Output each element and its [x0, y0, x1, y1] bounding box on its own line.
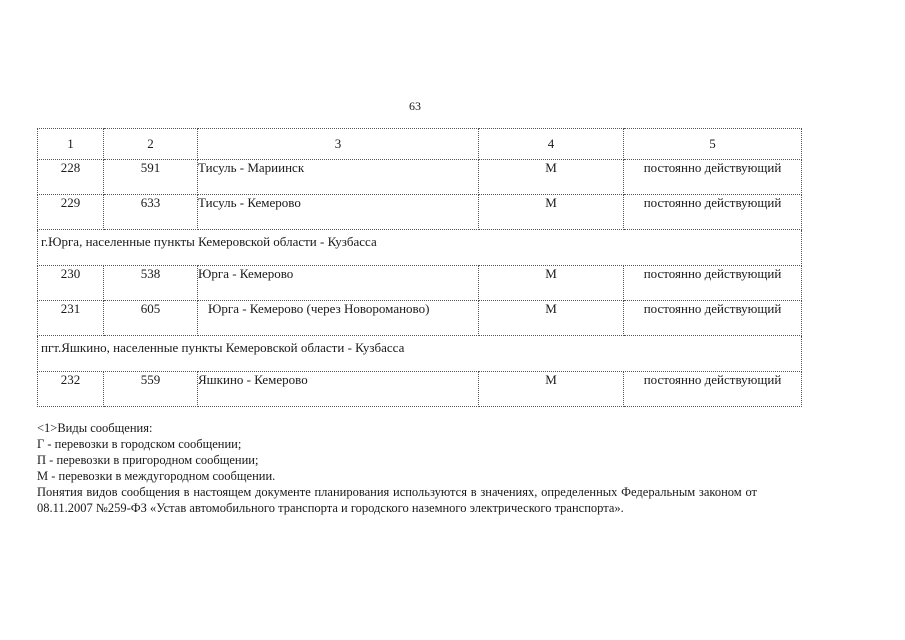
header-col-2: 2 [104, 129, 198, 160]
table-row [38, 266, 802, 301]
service-type-cell: М [479, 160, 624, 195]
footnote-paragraph: Понятия видов сообщения в настоящем документе планирования используются в значениях, определенных Федеральным законом от 08.11.2007 №259-ФЗ «Устав автомобильного транспорта и городского наземного электрического транспорта». [37, 485, 757, 515]
table-header-row [38, 129, 802, 160]
route-number-cell: 230 [38, 266, 104, 301]
service-type-cell: М [479, 266, 624, 301]
route-status-cell: постоянно действующий [624, 266, 802, 301]
section-title: пгт.Яшкино, населенные пункты Кемеровской области - Кузбасса [38, 336, 802, 372]
section-row [38, 230, 802, 266]
table-row [38, 372, 802, 407]
footnotes [37, 420, 757, 516]
routes-table-body [38, 160, 802, 407]
registration-number-cell: 591 [104, 160, 198, 195]
service-type-cell: М [479, 372, 624, 407]
route-name-cell: Тисуль - Мариинск [198, 160, 479, 195]
footnote-item: Г - перевозки в городском сообщении; [37, 437, 242, 451]
footnote-item: М - перевозки в междугородном сообщении. [37, 469, 276, 483]
header-col-4: 4 [479, 129, 624, 160]
routes-table [37, 128, 802, 407]
route-number-cell: 232 [38, 372, 104, 407]
registration-number-cell: 538 [104, 266, 198, 301]
section-row [38, 336, 802, 372]
route-status-cell: постоянно действующий [624, 195, 802, 230]
header-col-3: 3 [198, 129, 479, 160]
route-name-cell: Яшкино - Кемерово [198, 372, 479, 407]
route-status-cell: постоянно действующий [624, 372, 802, 407]
route-name-cell: Юрга - Кемерово [198, 266, 479, 301]
table-row [38, 160, 802, 195]
section-title: г.Юрга, населенные пункты Кемеровской области - Кузбасса [38, 230, 802, 266]
route-name-cell: Тисуль - Кемерово [198, 195, 479, 230]
route-name-cell: Юрга - Кемерово (через Новороманово) [198, 301, 479, 336]
header-col-1: 1 [38, 129, 104, 160]
route-number-cell: 228 [38, 160, 104, 195]
table-row [38, 195, 802, 230]
registration-number-cell: 605 [104, 301, 198, 336]
route-number-cell: 229 [38, 195, 104, 230]
service-type-cell: М [479, 301, 624, 336]
route-status-cell: постоянно действующий [624, 301, 802, 336]
page-number: 63 [409, 99, 421, 113]
route-status-cell: постоянно действующий [624, 160, 802, 195]
registration-number-cell: 559 [104, 372, 198, 407]
service-type-cell: М [479, 195, 624, 230]
footnote-item: П - перевозки в пригородном сообщении; [37, 453, 259, 467]
route-number-cell: 231 [38, 301, 104, 336]
table-row [38, 301, 802, 336]
header-col-5: 5 [624, 129, 802, 160]
registration-number-cell: 633 [104, 195, 198, 230]
footnote-title: <1>Виды сообщения: [37, 421, 153, 435]
